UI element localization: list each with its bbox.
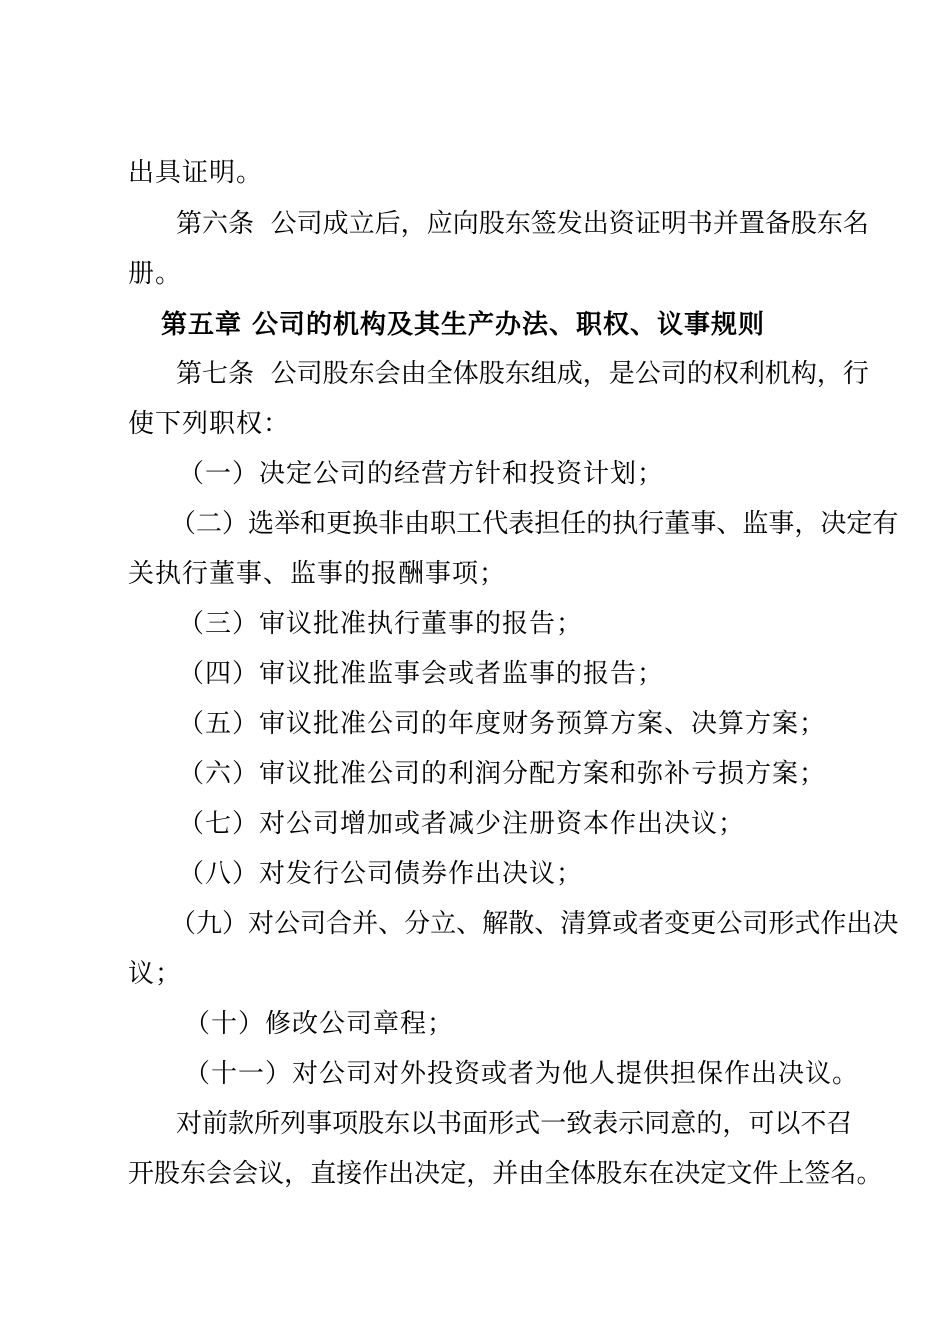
item-5: （五）审议批准公司的年度财务预算方案、决算方案； xyxy=(178,709,827,739)
item-2-line-1: （ 二 ） 选 举 和 更 换 非 由 职 工 代 表 担 任 的 执 行 董 事 、 监 事 ， 决 定 有 xyxy=(170,509,899,539)
article-7-line-1: 第 七 条 公 司 股 东 会 由 全 体 股 东 组 成 ， 是 公 司 的 权 利 机 构 ， 行 xyxy=(176,359,869,389)
item-9-line-1: （ 九 ） 对 公 司 合 并 、 分 立 、 解 散 、 清 算 或 者 变 更 公 司 形 式 作 出 决 xyxy=(170,909,899,939)
item-4: （四）审议批准监事会或者监事的报告； xyxy=(178,659,665,689)
item-9-line-2: 议； xyxy=(128,959,183,989)
item-10: （十）修改公司章程； xyxy=(184,1009,455,1039)
chapter-5-heading: 第五章 公司的机构及其生产办法、职权、议事规则 xyxy=(161,310,766,340)
item-2-line-2: 关执行董事、监事的报酬事项； xyxy=(128,559,507,589)
item-7: （七）对公司增加或者减少注册资本作出决议； xyxy=(178,809,746,839)
article-6-line-2: 册。 xyxy=(128,259,183,289)
item-1: （一）决定公司的经营方针和投资计划； xyxy=(178,459,665,489)
item-11: （十一）对公司对外投资或者为他人提供担保作出决议。 xyxy=(184,1059,860,1089)
text-line-1: 出具证明。 xyxy=(128,158,264,188)
item-3: （三）审议批准执行董事的报告； xyxy=(178,609,584,639)
item-8: （八）对发行公司债券作出决议； xyxy=(178,859,584,889)
article-7-line-2: 使下列职权： xyxy=(128,409,291,439)
closing-paragraph-line-2: 开 股 东 会 会 议 ， 直 接 作 出 决 定 ， 并 由 全 体 股 东 在 决 定 文 件 上 签 名 。 xyxy=(128,1159,883,1189)
closing-paragraph-line-1: 对 前 款 所 列 事 项 股 东 以 书 面 形 式 一 致 表 示 同 意 的 ， 可 以 不 召 xyxy=(176,1109,853,1139)
item-6: （六）审议批准公司的利润分配方案和弥补亏损方案； xyxy=(178,759,827,789)
article-6-line-1: 第 六 条 公 司 成 立 后 ， 应 向 股 东 签 发 出 资 证 明 书 并 置 备 股 东 名 xyxy=(176,209,869,239)
